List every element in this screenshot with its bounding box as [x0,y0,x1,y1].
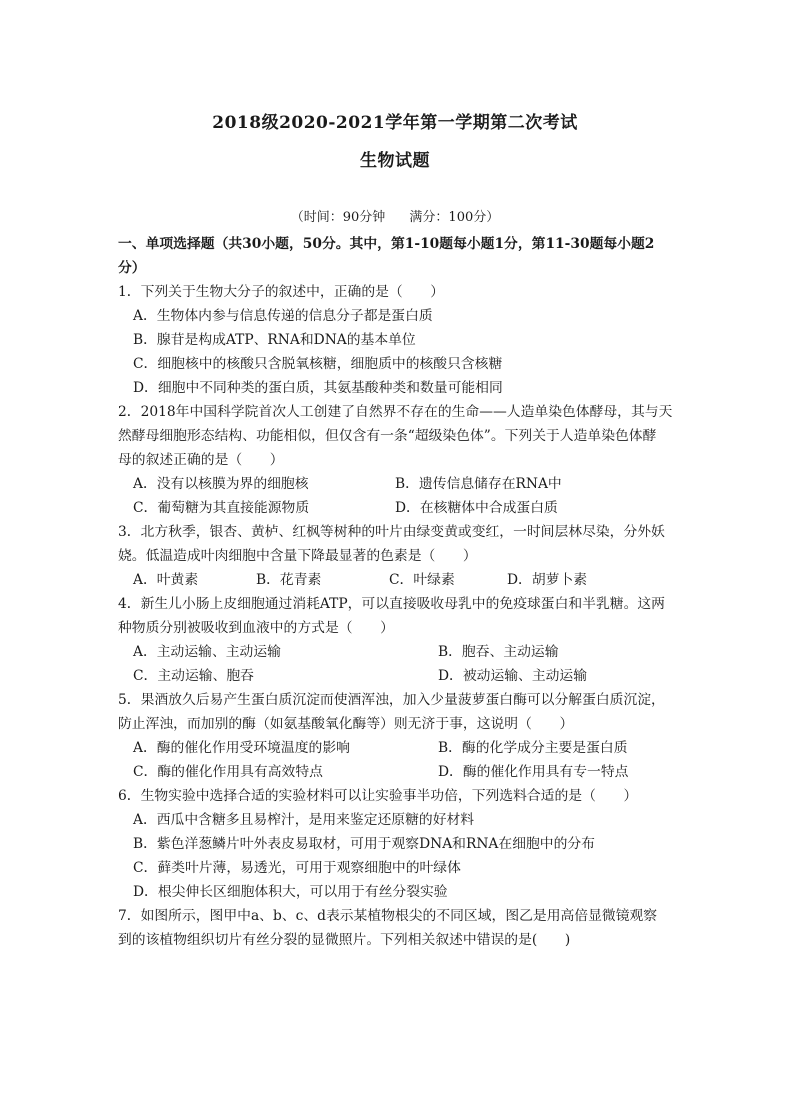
question-7-stem: 到的该植物组织切片有丝分裂的显微照片。下列相关叙述中错误的是( ) [118,932,571,948]
question-2-option-a: A．没有以核膜为界的细胞核 [133,476,309,492]
question-4-stem: 4．新生儿小肠上皮细胞通过消耗ATP，可以直接吸收母乳中的免疫球蛋白和半乳糖。这两 [118,596,665,612]
question-3-stem: 3．北方秋季，银杏、黄栌、红枫等树种的叶片由绿变黄或变红，一时间层林尽染，分外妖 [118,524,665,540]
question-6-option-b: B．紫色洋葱鳞片叶外表皮易取材，可用于观察DNA和RNA在细胞中的分布 [133,836,595,852]
question-3-option-c: C．叶绿素 [389,572,455,588]
question-5-option-b: B．酶的化学成分主要是蛋白质 [438,740,628,756]
question-2-option-c: C．葡萄糖为其直接能源物质 [133,500,310,516]
question-1-stem: 1．下列关于生物大分子的叙述中，正确的是（ ） [118,284,445,300]
question-2-stem: 然酵母细胞形态结构、功能相似，但仅含有一条“超级染色体”。下列关于人造单染色体酵 [118,428,657,444]
question-3-option-b: B．花青素 [256,572,322,588]
question-6-option-d: D．根尖伸长区细胞体积大，可以用于有丝分裂实验 [133,884,448,900]
exam-time: （时间：90分钟 [290,210,386,225]
question-1-option-c: C．细胞核中的核酸只含脱氧核糖，细胞质中的核酸只含核糖 [133,356,503,372]
question-3-stem: 娆。低温造成叶肉细胞中含量下降最显著的色素是（ ） [118,548,477,564]
question-5-stem: 防止浑浊，而加别的酶（如氨基酸氧化酶等）则无济于事，这说明（ ） [118,716,574,732]
question-4-option-a: A．主动运输、主动运输 [133,644,281,660]
question-4-option-c: C．主动运输、胞吞 [133,668,254,684]
section-heading: 一、单项选择题（共30小题，50分。其中，第1-10题每小题1分，第11-30题每小题2 [118,236,655,252]
exam-title: 2018级2020-2021学年第一学期第二次考试 [212,113,578,133]
question-1-option-b: B．腺苷是构成ATP、RNA和DNA的基本单位 [133,332,416,348]
question-5-option-d: D．酶的催化作用具有专一特点 [438,764,629,780]
question-2-stem: 母的叙述正确的是（ ） [118,452,284,468]
question-4-option-b: B．胞吞、主动运输 [438,644,559,660]
question-3-option-d: D．胡萝卜素 [507,572,588,588]
question-6-option-a: A．西瓜中含糖多且易榨汁，是用来鉴定还原糖的好材料 [133,812,475,828]
question-1-option-d: D．细胞中不同种类的蛋白质，其氨基酸种类和数量可能相同 [133,380,503,396]
question-2-stem: 2．2018年中国科学院首次人工创建了自然界不存在的生命——人造单染色体酵母，其与天 [118,404,673,420]
exam-info [0,206,790,225]
question-4-option-d: D．被动运输、主动运输 [438,668,588,684]
section-heading-cont: 分） [118,260,146,276]
exam-subject: 生物试题 [360,151,430,171]
exam-score: 满分：100分） [409,210,500,225]
question-4-stem: 种物质分别被吸收到血液中的方式是（ ） [118,620,394,636]
question-6-stem: 6．生物实验中选择合适的实验材料可以让实验事半功倍，下列选料合适的是（ ） [118,788,638,804]
question-2-option-b: B．遗传信息储存在RNA中 [395,476,562,492]
question-5-stem: 5．果酒放久后易产生蛋白质沉淀而使酒浑浊，加入少量菠萝蛋白酶可以分解蛋白质沉淀， [118,692,665,708]
question-2-option-d: D．在核糖体中合成蛋白质 [395,500,558,516]
question-7-stem: 7．如图所示，图甲中a、b、c、d表示某植物根尖的不同区域，图乙是用高倍显微镜观察 [118,908,658,924]
question-6-option-c: C．藓类叶片薄，易透光，可用于观察细胞中的叶绿体 [133,860,461,876]
question-5-option-a: A．酶的催化作用受环境温度的影响 [133,740,350,756]
question-5-option-c: C．酶的催化作用具有高效特点 [133,764,323,780]
question-1-option-a: A．生物体内参与信息传递的信息分子都是蛋白质 [133,308,433,324]
question-3-option-a: A．叶黄素 [133,572,199,588]
